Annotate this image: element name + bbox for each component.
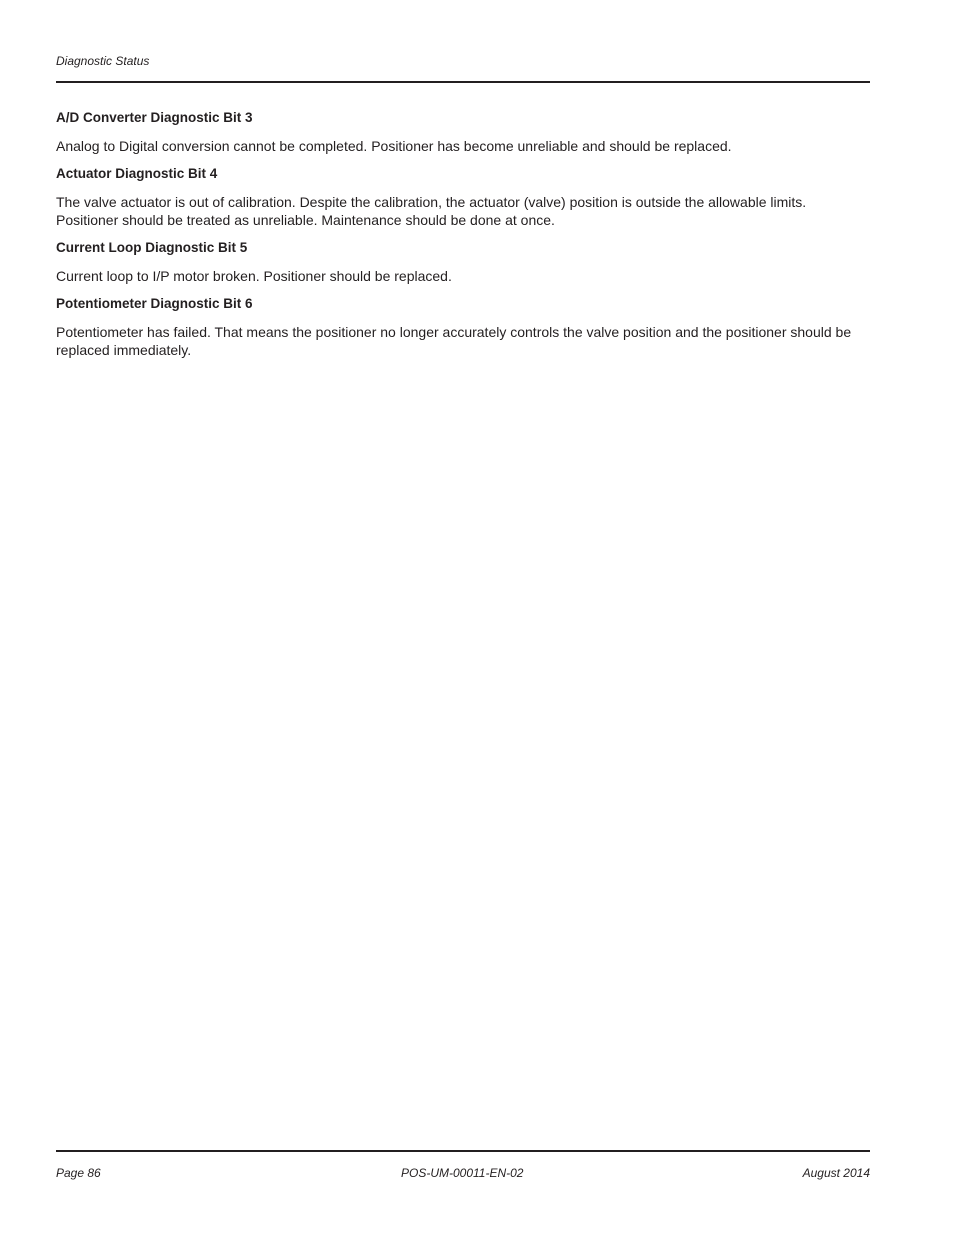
section-ad-converter (56, 109, 856, 155)
section-actuator (56, 165, 856, 229)
section-potentiometer (56, 295, 856, 359)
footer-page-number: Page 86 (56, 1166, 101, 1180)
running-header: Diagnostic Status (56, 54, 150, 68)
footer-date: August 2014 (802, 1166, 870, 1180)
page-content (56, 109, 856, 369)
section-body: Current loop to I/P motor broken. Positioner should be replaced. (56, 268, 452, 284)
section-body: Potentiometer has failed. That means the positioner no longer accurately controls the valve position and the positioner should be replaced immediately. (56, 324, 852, 358)
section-body: The valve actuator is out of calibration. Despite the calibration, the actuator (valve) position is outside the allowable limits. Positioner should be treated as unreliable. Maintenance should be done at once. (56, 194, 807, 228)
header-rule (56, 81, 870, 83)
section-current-loop (56, 239, 856, 285)
section-heading: Potentiometer Diagnostic Bit 6 (56, 296, 253, 311)
section-heading: Actuator Diagnostic Bit 4 (56, 166, 218, 181)
section-heading: Current Loop Diagnostic Bit 5 (56, 240, 248, 255)
section-body: Analog to Digital conversion cannot be completed. Positioner has become unreliable and should be replaced. (56, 138, 732, 154)
footer-document-id: POS-UM-00011-EN-02 (401, 1166, 524, 1180)
section-heading: A/D Converter Diagnostic Bit 3 (56, 110, 253, 125)
footer-rule (56, 1150, 870, 1152)
